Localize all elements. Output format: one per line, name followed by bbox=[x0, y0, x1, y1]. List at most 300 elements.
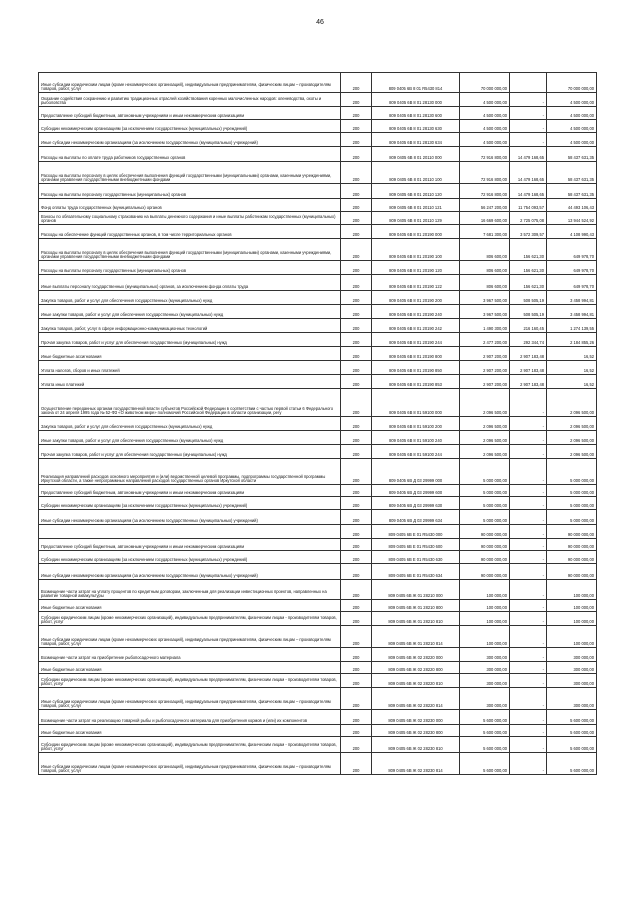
row-assigned-cell: 56 247 200,00 bbox=[460, 199, 510, 212]
row-executed-cell: 292 344,74 bbox=[510, 333, 547, 347]
row-admin-cell: 200 bbox=[341, 389, 372, 417]
row-name-cell: Субсидии некоммерческим организациям (за исключением государственных (муниципальных) учреждений) bbox=[39, 551, 341, 564]
row-executed-cell: - bbox=[510, 539, 547, 551]
table-row bbox=[39, 147, 597, 162]
row-remaining-cell: 16,52 bbox=[547, 361, 597, 375]
row-name-cell: Иные субсидии юридическим лицам (кроме некоммерческих организаций), индивидуальным предпринимателям, физическим лицам – производителям товаров, работ, услуг bbox=[39, 73, 341, 93]
budget-execution-table bbox=[38, 72, 597, 775]
row-code-cell: 809 0405 6В 8 01 20190 853 bbox=[372, 375, 460, 389]
table-row bbox=[39, 485, 597, 497]
row-remaining-cell: 90 000 000,00 bbox=[547, 525, 597, 539]
row-admin-cell: 200 bbox=[341, 347, 372, 361]
row-code-cell: 809 0405 6В 8 01 20110 120 bbox=[372, 184, 460, 199]
row-name-cell: Иные субсидии юридическим лицам (кроме некоммерческих организаций), индивидуальным предпринимателям, физическим лицам – производителям товаров, работ, услуг bbox=[39, 626, 341, 648]
row-executed-cell: - bbox=[510, 753, 547, 775]
row-code-cell: 809 0405 6В Ж 02 28230 000 bbox=[372, 710, 460, 725]
row-assigned-cell: 70 000 000,00 bbox=[460, 73, 510, 93]
row-assigned-cell: 16 669 600,00 bbox=[460, 212, 510, 225]
row-code-cell: 809 0405 6В 8 01 59100 200 bbox=[372, 417, 460, 431]
table-row bbox=[39, 688, 597, 710]
row-name-cell: Закупка товаров, работ и услуг для обеспечения государственных (муниципальных) нужд bbox=[39, 417, 341, 431]
row-name-cell: Закупка товаров, работ, услуг в сфере информационно-коммуникационных технологий bbox=[39, 319, 341, 333]
row-code-cell: 809 0405 6В 8 01 20190 244 bbox=[372, 333, 460, 347]
row-name-cell: Расходы на выплаты по оплате труда работников государственных органов bbox=[39, 147, 341, 162]
table-row bbox=[39, 737, 597, 753]
row-admin-cell: 200 bbox=[341, 710, 372, 725]
table-row bbox=[39, 525, 597, 539]
row-remaining-cell: 70 000 000,00 bbox=[547, 73, 597, 93]
row-name-cell: Прочая закупка товаров, работ и услуг для обеспечения государственных (муниципальных) нужд bbox=[39, 333, 341, 347]
row-admin-cell: 200 bbox=[341, 275, 372, 291]
row-code-cell: 809 0405 6В Д 03 29999 630 bbox=[372, 497, 460, 510]
row-executed-cell: - bbox=[510, 674, 547, 688]
row-assigned-cell: 806 600,00 bbox=[460, 261, 510, 275]
row-executed-cell: - bbox=[510, 497, 547, 510]
row-admin-cell: 200 bbox=[341, 107, 372, 120]
table-row bbox=[39, 648, 597, 662]
row-executed-cell: 14 479 168,65 bbox=[510, 162, 547, 184]
row-remaining-cell: 13 944 524,92 bbox=[547, 212, 597, 225]
table-row bbox=[39, 305, 597, 319]
row-admin-cell: 200 bbox=[341, 147, 372, 162]
row-executed-cell: 216 160,45 bbox=[510, 319, 547, 333]
table-row bbox=[39, 600, 597, 612]
row-name-cell: Расходы на обеспечение функций государственных органов, в том числе территориальных органов bbox=[39, 225, 341, 239]
row-assigned-cell: 5 000 000,00 bbox=[460, 485, 510, 497]
row-executed-cell: 11 754 093,57 bbox=[510, 199, 547, 212]
row-name-cell: Иные субсидии юридическим лицам (кроме некоммерческих организаций), индивидуальным предпринимателям, физическим лицам – производителям товаров, работ, услуг bbox=[39, 753, 341, 775]
row-remaining-cell: 90 000 000,00 bbox=[547, 539, 597, 551]
table-row bbox=[39, 662, 597, 674]
row-assigned-cell: 2 096 500,00 bbox=[460, 445, 510, 459]
row-remaining-cell: 90 000 000,00 bbox=[547, 551, 597, 564]
row-code-cell: 809 0405 6В Е 01 R5430 630 bbox=[372, 551, 460, 564]
row-remaining-cell: 58 437 631,35 bbox=[547, 162, 597, 184]
table-row bbox=[39, 199, 597, 212]
row-remaining-cell: 2 096 500,00 bbox=[547, 431, 597, 445]
table-row bbox=[39, 107, 597, 120]
row-remaining-cell: 649 978,70 bbox=[547, 239, 597, 261]
row-admin-cell: 200 bbox=[341, 564, 372, 580]
row-admin-cell: 200 bbox=[341, 133, 372, 147]
row-name-cell: Иные закупки товаров, работ и услуг для обеспечения государственных (муниципальных) нужд bbox=[39, 431, 341, 445]
row-assigned-cell: 4 500 000,00 bbox=[460, 107, 510, 120]
row-code-cell: 809 0405 6В 8 01 R5430 814 bbox=[372, 73, 460, 93]
row-remaining-cell: 16,52 bbox=[547, 375, 597, 389]
row-code-cell: 809 0405 6В 8 01 20190 850 bbox=[372, 361, 460, 375]
table-row bbox=[39, 725, 597, 737]
row-name-cell: Субсидии юридическим лицам (кроме некоммерческих организаций), индивидуальным предпринимателям, физическим лицам - производителям товаров, работ, услуг bbox=[39, 737, 341, 753]
row-remaining-cell: 5 600 000,00 bbox=[547, 725, 597, 737]
row-code-cell: 809 0405 6В 8 01 20110 129 bbox=[372, 212, 460, 225]
row-assigned-cell: 806 600,00 bbox=[460, 239, 510, 261]
table-row bbox=[39, 275, 597, 291]
row-code-cell: 809 0405 6В 8 01 28130 000 bbox=[372, 93, 460, 107]
row-code-cell: 809 0405 6В 8 01 20190 100 bbox=[372, 239, 460, 261]
table-row bbox=[39, 510, 597, 525]
row-assigned-cell: 5 600 000,00 bbox=[460, 725, 510, 737]
row-remaining-cell: 1 274 139,55 bbox=[547, 319, 597, 333]
row-admin-cell: 200 bbox=[341, 485, 372, 497]
row-remaining-cell: 4 500 000,00 bbox=[547, 93, 597, 107]
row-admin-cell: 200 bbox=[341, 648, 372, 662]
row-name-cell: Иные бюджетные ассигнования bbox=[39, 600, 341, 612]
row-name-cell: Субсидии некоммерческим организациям (за исключением государственных (муниципальных) учреждений) bbox=[39, 120, 341, 133]
row-remaining-cell: 100 000,00 bbox=[547, 600, 597, 612]
row-code-cell: 809 0405 6В 8 01 20190 122 bbox=[372, 275, 460, 291]
row-assigned-cell: 3 967 500,00 bbox=[460, 305, 510, 319]
row-remaining-cell: 5 600 000,00 bbox=[547, 737, 597, 753]
row-code-cell: 809 0405 6В 8 01 20190 200 bbox=[372, 291, 460, 305]
row-name-cell: Расходы на выплаты персоналу в целях обеспечения выполнения функций государственными (муниципальными) органами, казенными учреждениями, органами управления государственными внебюджетными фондами bbox=[39, 162, 341, 184]
row-executed-cell: - bbox=[510, 725, 547, 737]
row-name-cell: Предоставление субсидий бюджетным, автономным учреждениям и иным некоммерческим организациям bbox=[39, 539, 341, 551]
row-code-cell: 809 0405 6В Е 01 R5430 000 bbox=[372, 525, 460, 539]
row-admin-cell: 200 bbox=[341, 225, 372, 239]
row-remaining-cell: 2 096 500,00 bbox=[547, 445, 597, 459]
row-assigned-cell: 72 916 800,00 bbox=[460, 147, 510, 162]
row-remaining-cell: 300 000,00 bbox=[547, 648, 597, 662]
row-remaining-cell: 100 000,00 bbox=[547, 626, 597, 648]
table-row bbox=[39, 389, 597, 417]
row-admin-cell: 200 bbox=[341, 753, 372, 775]
row-admin-cell: 200 bbox=[341, 73, 372, 93]
row-code-cell: 809 0405 6В Д 03 29999 600 bbox=[372, 485, 460, 497]
row-assigned-cell: 2 096 500,00 bbox=[460, 431, 510, 445]
row-code-cell: 809 0405 6В Д 03 29999 000 bbox=[372, 459, 460, 485]
row-admin-cell: 200 bbox=[341, 184, 372, 199]
row-assigned-cell: 90 000 000,00 bbox=[460, 551, 510, 564]
row-code-cell: 809 0405 6В Ж 02 28220 000 bbox=[372, 648, 460, 662]
row-assigned-cell: 100 000,00 bbox=[460, 626, 510, 648]
row-code-cell: 809 0405 6В Ж 02 28230 800 bbox=[372, 725, 460, 737]
row-admin-cell: 200 bbox=[341, 580, 372, 600]
row-admin-cell: 200 bbox=[341, 725, 372, 737]
row-code-cell: 809 0405 6В Ж 01 28210 814 bbox=[372, 626, 460, 648]
row-code-cell: 809 0405 6В Д 03 29999 634 bbox=[372, 510, 460, 525]
row-name-cell: Уплата налогов, сборов и иных платежей bbox=[39, 361, 341, 375]
table-row bbox=[39, 133, 597, 147]
page-number: 46 bbox=[316, 19, 324, 26]
table-row bbox=[39, 753, 597, 775]
row-admin-cell: 200 bbox=[341, 162, 372, 184]
row-name-cell: Иные бюджетные ассигнования bbox=[39, 662, 341, 674]
row-remaining-cell: 16,52 bbox=[547, 347, 597, 361]
row-name-cell: Иные субсидии некоммерческим организациям (за исключением государственных (муниципальных) учреждений) bbox=[39, 510, 341, 525]
row-remaining-cell: 58 437 631,35 bbox=[547, 147, 597, 162]
row-code-cell: 809 0405 6В 8 01 59100 240 bbox=[372, 431, 460, 445]
row-executed-cell: - bbox=[510, 120, 547, 133]
table-row bbox=[39, 626, 597, 648]
row-assigned-cell: 2 907 200,00 bbox=[460, 375, 510, 389]
row-remaining-cell: 90 000 000,00 bbox=[547, 564, 597, 580]
row-name-cell: Субсидии юридическим лицам (кроме некоммерческих организаций), индивидуальным предпринимателям, физическим лицам - производителям товаров, работ, услуг bbox=[39, 674, 341, 688]
row-code-cell: 809 0405 6В Е 01 R5430 600 bbox=[372, 539, 460, 551]
row-executed-cell: - bbox=[510, 485, 547, 497]
row-assigned-cell: 4 500 000,00 bbox=[460, 133, 510, 147]
row-assigned-cell: 806 600,00 bbox=[460, 275, 510, 291]
row-code-cell: 809 0405 6В 8 01 28130 634 bbox=[372, 133, 460, 147]
row-assigned-cell: 4 500 000,00 bbox=[460, 120, 510, 133]
row-name-cell: Субсидии некоммерческим организациям (за исключением государственных (муниципальных) учреждений) bbox=[39, 497, 341, 510]
row-admin-cell: 200 bbox=[341, 688, 372, 710]
row-name-cell: Иные закупки товаров, работ и услуг для обеспечения государственных (муниципальных) нужд bbox=[39, 305, 341, 319]
row-code-cell: 809 0405 6В 8 01 28130 600 bbox=[372, 107, 460, 120]
row-executed-cell: - bbox=[510, 93, 547, 107]
row-assigned-cell: 90 000 000,00 bbox=[460, 539, 510, 551]
row-assigned-cell: 100 000,00 bbox=[460, 612, 510, 626]
row-assigned-cell: 5 000 000,00 bbox=[460, 459, 510, 485]
table-row bbox=[39, 333, 597, 347]
row-name-cell: Субсидии юридическим лицам (кроме некоммерческих организаций), индивидуальным предпринимателям, физическим лицам - производителям товаров, работ, услуг bbox=[39, 612, 341, 626]
row-assigned-cell: 5 000 000,00 bbox=[460, 510, 510, 525]
row-executed-cell: - bbox=[510, 688, 547, 710]
row-name-cell: Предоставление субсидий бюджетным, автономным учреждениям и иным некоммерческим организациям bbox=[39, 485, 341, 497]
row-assigned-cell: 4 500 000,00 bbox=[460, 93, 510, 107]
row-admin-cell: 200 bbox=[341, 445, 372, 459]
row-assigned-cell: 2 096 500,00 bbox=[460, 417, 510, 431]
row-admin-cell: 200 bbox=[341, 261, 372, 275]
table-row bbox=[39, 497, 597, 510]
table-row bbox=[39, 291, 597, 305]
table-row bbox=[39, 459, 597, 485]
row-admin-cell: 200 bbox=[341, 737, 372, 753]
row-executed-cell: 508 505,19 bbox=[510, 305, 547, 319]
row-executed-cell: - bbox=[510, 459, 547, 485]
row-code-cell: 809 0405 6В Ж 01 28210 800 bbox=[372, 600, 460, 612]
row-admin-cell: 200 bbox=[341, 212, 372, 225]
row-admin-cell: 200 bbox=[341, 375, 372, 389]
row-assigned-cell: 300 000,00 bbox=[460, 648, 510, 662]
row-admin-cell: 200 bbox=[341, 431, 372, 445]
row-admin-cell: 200 bbox=[341, 305, 372, 319]
row-remaining-cell: 5 600 000,00 bbox=[547, 710, 597, 725]
row-remaining-cell: 44 493 106,43 bbox=[547, 199, 597, 212]
row-name-cell: Реализация направлений расходов основного мероприятия и (или) ведомственной целевой программы, подпрограммы государственной программы Иркутской области, а также непрограммных направлений расходов государственных органов Иркутской области bbox=[39, 459, 341, 485]
row-assigned-cell: 2 096 500,00 bbox=[460, 389, 510, 417]
row-code-cell: 809 0405 6В 8 01 20190 242 bbox=[372, 319, 460, 333]
row-executed-cell: - bbox=[510, 389, 547, 417]
row-admin-cell: 200 bbox=[341, 199, 372, 212]
row-executed-cell: - bbox=[510, 107, 547, 120]
row-executed-cell: 2 725 075,08 bbox=[510, 212, 547, 225]
row-remaining-cell: 649 978,70 bbox=[547, 261, 597, 275]
row-name-cell: Расходы на выплаты персоналу государственных (муниципальных) органов bbox=[39, 261, 341, 275]
row-executed-cell: - bbox=[510, 417, 547, 431]
row-admin-cell: 200 bbox=[341, 525, 372, 539]
row-executed-cell: 3 572 309,57 bbox=[510, 225, 547, 239]
row-executed-cell: - bbox=[510, 648, 547, 662]
row-admin-cell: 200 bbox=[341, 361, 372, 375]
row-remaining-cell: 100 000,00 bbox=[547, 580, 597, 600]
row-executed-cell: - bbox=[510, 710, 547, 725]
row-executed-cell: 508 505,19 bbox=[510, 291, 547, 305]
row-assigned-cell: 300 000,00 bbox=[460, 662, 510, 674]
row-executed-cell: - bbox=[510, 737, 547, 753]
row-code-cell: 809 0405 6В Ж 02 28220 810 bbox=[372, 674, 460, 688]
row-name-cell: Возмещение части затрат на реализацию товарной рыбы и рыбопосадочного материала для приобретения кормов и (или) их компонентов bbox=[39, 710, 341, 725]
row-code-cell: 809 0405 6В Ж 02 28220 814 bbox=[372, 688, 460, 710]
row-admin-cell: 200 bbox=[341, 333, 372, 347]
row-assigned-cell: 2 907 200,00 bbox=[460, 347, 510, 361]
table-row bbox=[39, 431, 597, 445]
row-code-cell: 809 0405 6В 8 01 20110 100 bbox=[372, 162, 460, 184]
table-row bbox=[39, 580, 597, 600]
row-assigned-cell: 5 600 000,00 bbox=[460, 710, 510, 725]
table-row bbox=[39, 347, 597, 361]
row-executed-cell: 2 907 183,48 bbox=[510, 347, 547, 361]
table-row bbox=[39, 445, 597, 459]
row-admin-cell: 200 bbox=[341, 417, 372, 431]
row-executed-cell: - bbox=[510, 612, 547, 626]
row-admin-cell: 200 bbox=[341, 93, 372, 107]
row-code-cell: 809 0405 6В Ж 02 28230 814 bbox=[372, 753, 460, 775]
row-executed-cell: - bbox=[510, 600, 547, 612]
table-row bbox=[39, 551, 597, 564]
row-code-cell: 809 0405 6В 8 01 20190 800 bbox=[372, 347, 460, 361]
row-executed-cell: 2 907 183,48 bbox=[510, 361, 547, 375]
row-name-cell: Осуществление переданных органам государственной власти субъектов Российской Федерации в соответствии с частью первой статьи 6 Федерального закона от 24 апреля 1995 года № 52-ФЗ «О животном мире» полномочий Российской Федерации в области организации, регу bbox=[39, 389, 341, 417]
row-admin-cell: 200 bbox=[341, 497, 372, 510]
row-code-cell: 809 0405 6В Ж 01 28210 000 bbox=[372, 580, 460, 600]
table-row bbox=[39, 212, 597, 225]
row-assigned-cell: 100 000,00 bbox=[460, 580, 510, 600]
row-admin-cell: 200 bbox=[341, 510, 372, 525]
row-assigned-cell: 100 000,00 bbox=[460, 600, 510, 612]
row-assigned-cell: 7 681 300,00 bbox=[460, 225, 510, 239]
row-executed-cell: - bbox=[510, 431, 547, 445]
table-row bbox=[39, 612, 597, 626]
row-executed-cell: 156 621,30 bbox=[510, 239, 547, 261]
row-name-cell: Иные субсидии некоммерческим организациям (за исключением государственных (муниципальных) учреждений) bbox=[39, 564, 341, 580]
row-name-cell: Фонд оплаты труда государственных (муниципальных) органов bbox=[39, 199, 341, 212]
row-name-cell: Прочая закупка товаров, работ и услуг для обеспечения государственных (муниципальных) нужд bbox=[39, 445, 341, 459]
row-executed-cell: - bbox=[510, 662, 547, 674]
row-name-cell bbox=[39, 525, 341, 539]
table-row bbox=[39, 375, 597, 389]
table-row bbox=[39, 319, 597, 333]
row-remaining-cell: 58 437 631,35 bbox=[547, 184, 597, 199]
row-remaining-cell: 300 000,00 bbox=[547, 688, 597, 710]
row-code-cell: 809 0405 6В 8 01 20110 121 bbox=[372, 199, 460, 212]
row-name-cell: Возмещение части затрат на уплату процентов по кредитным договорам, заключенным для реализации инвестиционных проектов, направленных на развитие товарной аквакультуры bbox=[39, 580, 341, 600]
row-executed-cell: 14 479 168,65 bbox=[510, 184, 547, 199]
row-remaining-cell: 300 000,00 bbox=[547, 674, 597, 688]
row-admin-cell: 200 bbox=[341, 319, 372, 333]
row-assigned-cell: 90 000 000,00 bbox=[460, 525, 510, 539]
row-assigned-cell: 5 000 000,00 bbox=[460, 497, 510, 510]
row-executed-cell: - bbox=[510, 580, 547, 600]
row-executed-cell: 14 479 168,65 bbox=[510, 147, 547, 162]
row-remaining-cell: 4 500 000,00 bbox=[547, 133, 597, 147]
table-row bbox=[39, 162, 597, 184]
row-assigned-cell: 300 000,00 bbox=[460, 674, 510, 688]
row-executed-cell: - bbox=[510, 133, 547, 147]
row-assigned-cell: 2 477 200,00 bbox=[460, 333, 510, 347]
table-row bbox=[39, 239, 597, 261]
row-name-cell: Иные субсидии некоммерческим организациям (за исключением государственных (муниципальных) учреждений) bbox=[39, 133, 341, 147]
row-executed-cell: 2 907 183,48 bbox=[510, 375, 547, 389]
row-admin-cell: 200 bbox=[341, 674, 372, 688]
row-remaining-cell: 4 500 000,00 bbox=[547, 107, 597, 120]
table-row bbox=[39, 539, 597, 551]
row-executed-cell: - bbox=[510, 564, 547, 580]
table-body bbox=[39, 73, 597, 775]
table-row bbox=[39, 120, 597, 133]
row-executed-cell: - bbox=[510, 510, 547, 525]
row-remaining-cell: 3 458 994,81 bbox=[547, 291, 597, 305]
row-admin-cell: 200 bbox=[341, 612, 372, 626]
table-row bbox=[39, 184, 597, 199]
table-row bbox=[39, 225, 597, 239]
row-code-cell: 809 0405 6В Ж 01 28210 810 bbox=[372, 612, 460, 626]
row-name-cell: Расходы на выплаты персоналу в целях обеспечения выполнения функций государственными (муниципальными) органами, казенными учреждениями, органами управления государственными внебюджетными фондами bbox=[39, 239, 341, 261]
row-code-cell: 809 0405 6В 8 01 59100 000 bbox=[372, 389, 460, 417]
row-code-cell: 809 0405 6В 8 01 20190 240 bbox=[372, 305, 460, 319]
row-name-cell: Закупка товаров, работ и услуг для обеспечения государственных (муниципальных) нужд bbox=[39, 291, 341, 305]
row-name-cell: Расходы на выплаты персоналу государственных (муниципальных) органов bbox=[39, 184, 341, 199]
row-name-cell: Взносы по обязательному социальному страхованию на выплаты денежного содержания и иные выплаты работникам государственных (муниципальных) органов bbox=[39, 212, 341, 225]
row-name-cell: Уплата иных платежей bbox=[39, 375, 341, 389]
row-assigned-cell: 3 967 500,00 bbox=[460, 291, 510, 305]
row-name-cell: Иные бюджетные ассигнования bbox=[39, 347, 341, 361]
row-remaining-cell: 2 096 500,00 bbox=[547, 389, 597, 417]
table-row bbox=[39, 73, 597, 93]
row-executed-cell: - bbox=[510, 525, 547, 539]
row-name-cell: Оказание содействия сохранению и развитию традиционных отраслей хозяйствования коренных малочисленных народов: оленеводства, охоты и рыболовства bbox=[39, 93, 341, 107]
row-name-cell: Иные субсидии юридическим лицам (кроме некоммерческих организаций), индивидуальным предпринимателям, физическим лицам – производителям товаров, работ, услуг bbox=[39, 688, 341, 710]
row-remaining-cell: 300 000,00 bbox=[547, 662, 597, 674]
row-executed-cell: - bbox=[510, 551, 547, 564]
row-remaining-cell: 2 096 500,00 bbox=[547, 417, 597, 431]
row-code-cell: 809 0405 6В Е 01 R5430 634 bbox=[372, 564, 460, 580]
table-row bbox=[39, 93, 597, 107]
row-assigned-cell: 300 000,00 bbox=[460, 688, 510, 710]
row-assigned-cell: 90 000 000,00 bbox=[460, 564, 510, 580]
row-code-cell: 809 0405 6В Ж 02 28230 810 bbox=[372, 737, 460, 753]
row-code-cell: 809 0405 6В 8 01 20190 120 bbox=[372, 261, 460, 275]
row-assigned-cell: 2 907 200,00 bbox=[460, 361, 510, 375]
row-admin-cell: 200 bbox=[341, 626, 372, 648]
table-row bbox=[39, 674, 597, 688]
row-name-cell: Возмещение части затрат на приобретение рыбопосадочного материала bbox=[39, 648, 341, 662]
table-row bbox=[39, 261, 597, 275]
row-remaining-cell: 5 000 000,00 bbox=[547, 485, 597, 497]
row-remaining-cell: 4 500 000,00 bbox=[547, 120, 597, 133]
row-admin-cell: 200 bbox=[341, 551, 372, 564]
row-name-cell: Иные бюджетные ассигнования bbox=[39, 725, 341, 737]
table-row bbox=[39, 361, 597, 375]
table-row bbox=[39, 564, 597, 580]
row-executed-cell: - bbox=[510, 626, 547, 648]
row-admin-cell: 200 bbox=[341, 459, 372, 485]
row-executed-cell bbox=[510, 73, 547, 93]
row-admin-cell: 200 bbox=[341, 239, 372, 261]
row-remaining-cell: 5 600 000,00 bbox=[547, 753, 597, 775]
table-row bbox=[39, 710, 597, 725]
row-executed-cell: 156 621,30 bbox=[510, 261, 547, 275]
row-name-cell: Иные выплаты персоналу государственных (муниципальных) органов, за исключением фонда оплаты труда bbox=[39, 275, 341, 291]
table-row bbox=[39, 417, 597, 431]
row-remaining-cell: 2 184 855,26 bbox=[547, 333, 597, 347]
row-admin-cell: 200 bbox=[341, 600, 372, 612]
row-assigned-cell: 5 600 000,00 bbox=[460, 753, 510, 775]
row-admin-cell: 200 bbox=[341, 120, 372, 133]
row-executed-cell: 156 621,30 bbox=[510, 275, 547, 291]
row-admin-cell: 200 bbox=[341, 539, 372, 551]
row-code-cell: 809 0405 6В Ж 02 28220 800 bbox=[372, 662, 460, 674]
row-assigned-cell: 1 490 300,00 bbox=[460, 319, 510, 333]
